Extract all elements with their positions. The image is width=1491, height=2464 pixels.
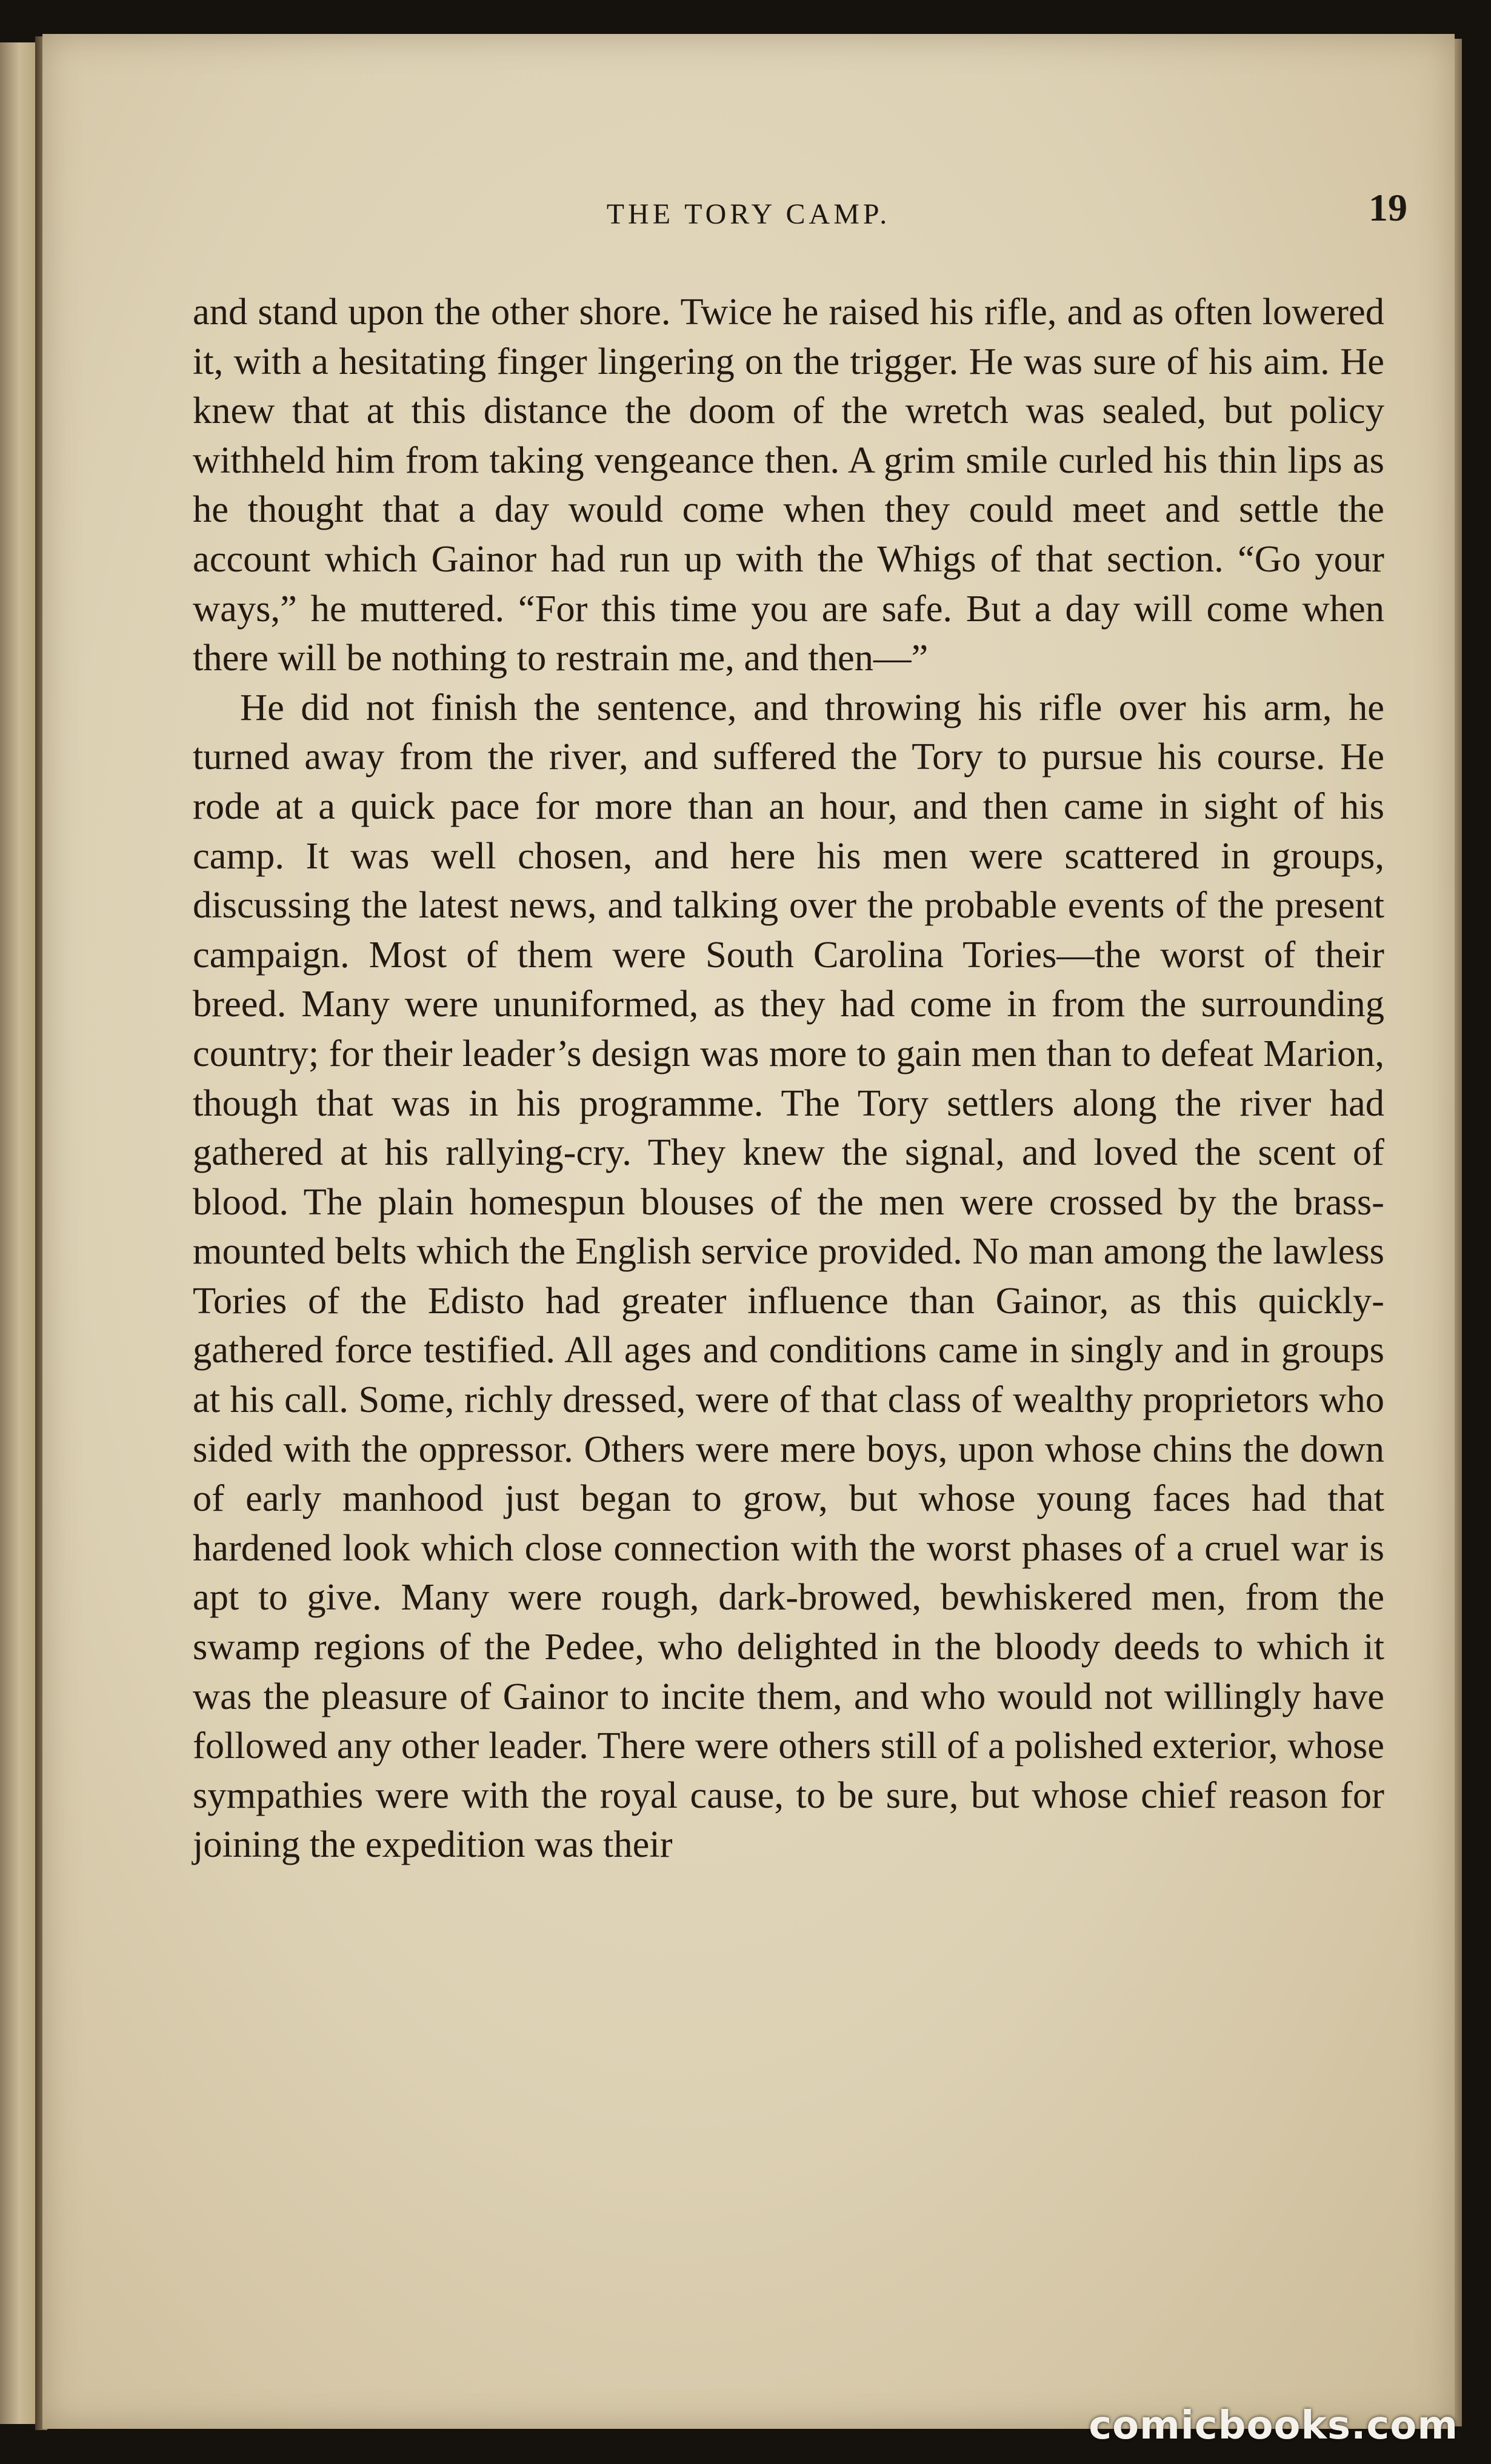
running-head: THE TORY CAMP. bbox=[606, 198, 891, 230]
facing-page-edge bbox=[0, 42, 35, 2424]
body-text bbox=[193, 287, 1384, 1870]
book-page bbox=[42, 34, 1455, 2429]
page-number: 19 bbox=[1369, 186, 1407, 229]
site-watermark: comicbooks.com bbox=[1089, 2403, 1458, 2448]
paragraph-2: He did not finish the sentence, and throwing his rifle over his arm, he turned away from the river, and suffered the Tory to pursue his course. He rode at a quick pace for more than an hour, and then came in sight of his camp. It was well chosen, and here his men were scattered in groups, discussing the latest news, and talking over the probable events of the present campaign. Most of them were South Carolina Tories—the worst of their breed. Many were ununiformed, as they had come in from the surrounding country; for their leader’s design was more to gain men than to defeat Marion, though that was in his programme. The Tory settlers along the river had gathered at his rallying-cry. They knew the signal, and loved the scent of blood. The plain homespun blouses of the men were crossed by the brass-mounted belts which the English service provided. No man among the lawless Tories of the Edisto had greater influence than Gainor, as this quickly-gathered force testified. All ages and conditions came in singly and in groups at his call. Some, richly dressed, were of that class of wealthy proprietors who sided with the oppressor. Others were mere boys, upon whose chins the down of early manhood just began to grow, but whose young faces had that hardened look which close connection with the worst phases of a cruel war is apt to give. Many were rough, dark-browed, bewhiskered men, from the swamp regions of the Pedee, who delighted in the bloody deeds to which it was the pleasure of Gainor to incite them, and who would not willingly have followed any other leader. There were others still of a polished exterior, whose sympathies were with the royal cause, to be sure, but whose chief reason for joining the expedition was their bbox=[193, 685, 1384, 1866]
paragraph-1: and stand upon the other shore. Twice he raised his rifle, and as often lowered it, with a hesitating finger lingering on the trigger. He was sure of his aim. He knew that at this distance the doom of the wretch was sealed, but policy withheld him from taking vengeance then. A grim smile curled his thin lips as he thought that a day would come when they could meet and settle the account which Gainor had run up with the Whigs of that section. “Go your ways,” he muttered. “For this time you are safe. But a day will come when there will be nothing to restrain me, and then—” bbox=[193, 290, 1384, 679]
